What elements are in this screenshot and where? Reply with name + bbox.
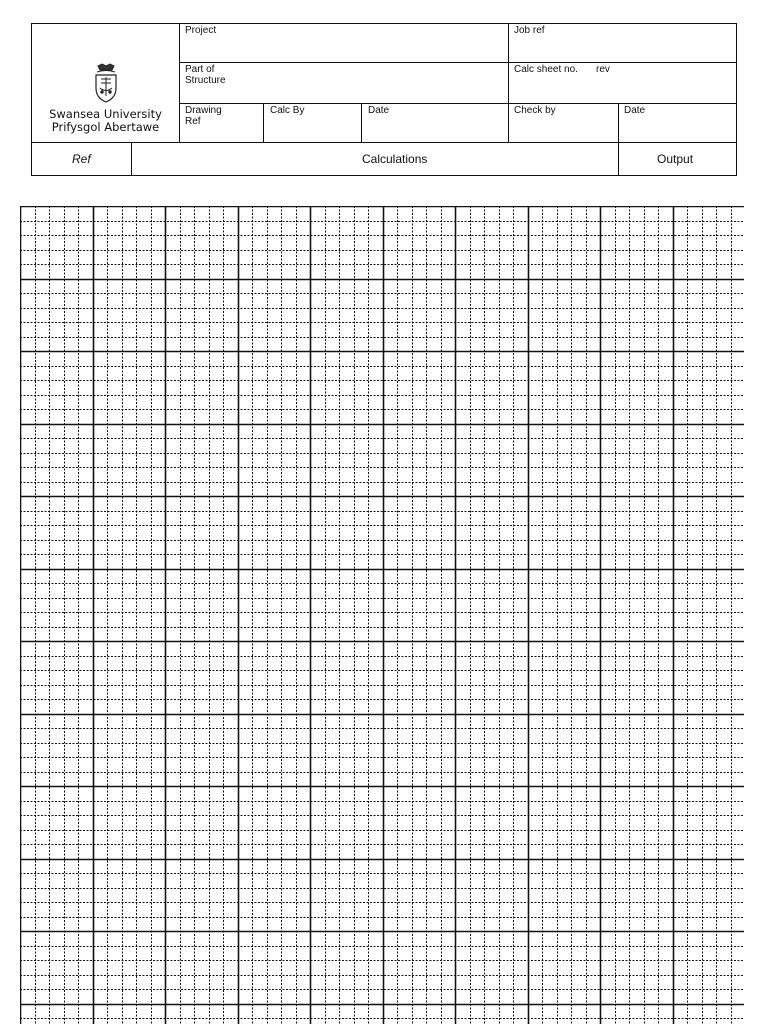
university-name-welsh: Prifysgol Abertawe [51, 120, 160, 134]
ref-column-label: Ref [72, 152, 91, 166]
drawing-ref-label: Drawing Ref [185, 105, 222, 127]
calc-by-label: Calc By [270, 105, 305, 116]
job-ref-label: Job ref [514, 25, 545, 36]
calc-sheet-no-label: Calc sheet no. [514, 64, 578, 75]
header-divider [618, 103, 619, 142]
check-by-label: Check by [514, 105, 556, 116]
part-of-structure-label: Part of Structure [185, 64, 226, 86]
header-divider [361, 103, 362, 142]
university-name-english: Swansea University [49, 107, 162, 121]
header-rule [179, 62, 736, 63]
output-column-label: Output [657, 152, 694, 166]
calc-sheet-header [31, 23, 737, 176]
date-label: Date [368, 105, 390, 116]
graph-paper-grid [20, 206, 744, 1024]
header-divider [263, 103, 264, 142]
project-label: Project [185, 25, 217, 36]
calculations-column-label: Calculations [362, 152, 428, 166]
rev-label: rev [596, 64, 610, 75]
header-rule [32, 142, 736, 143]
university-logo [32, 24, 179, 142]
university-crest-icon [89, 62, 123, 104]
header-divider [179, 24, 180, 142]
header-divider [618, 142, 619, 176]
header-divider [508, 24, 509, 142]
check-date-label: Date [624, 105, 646, 116]
header-divider [131, 142, 132, 176]
